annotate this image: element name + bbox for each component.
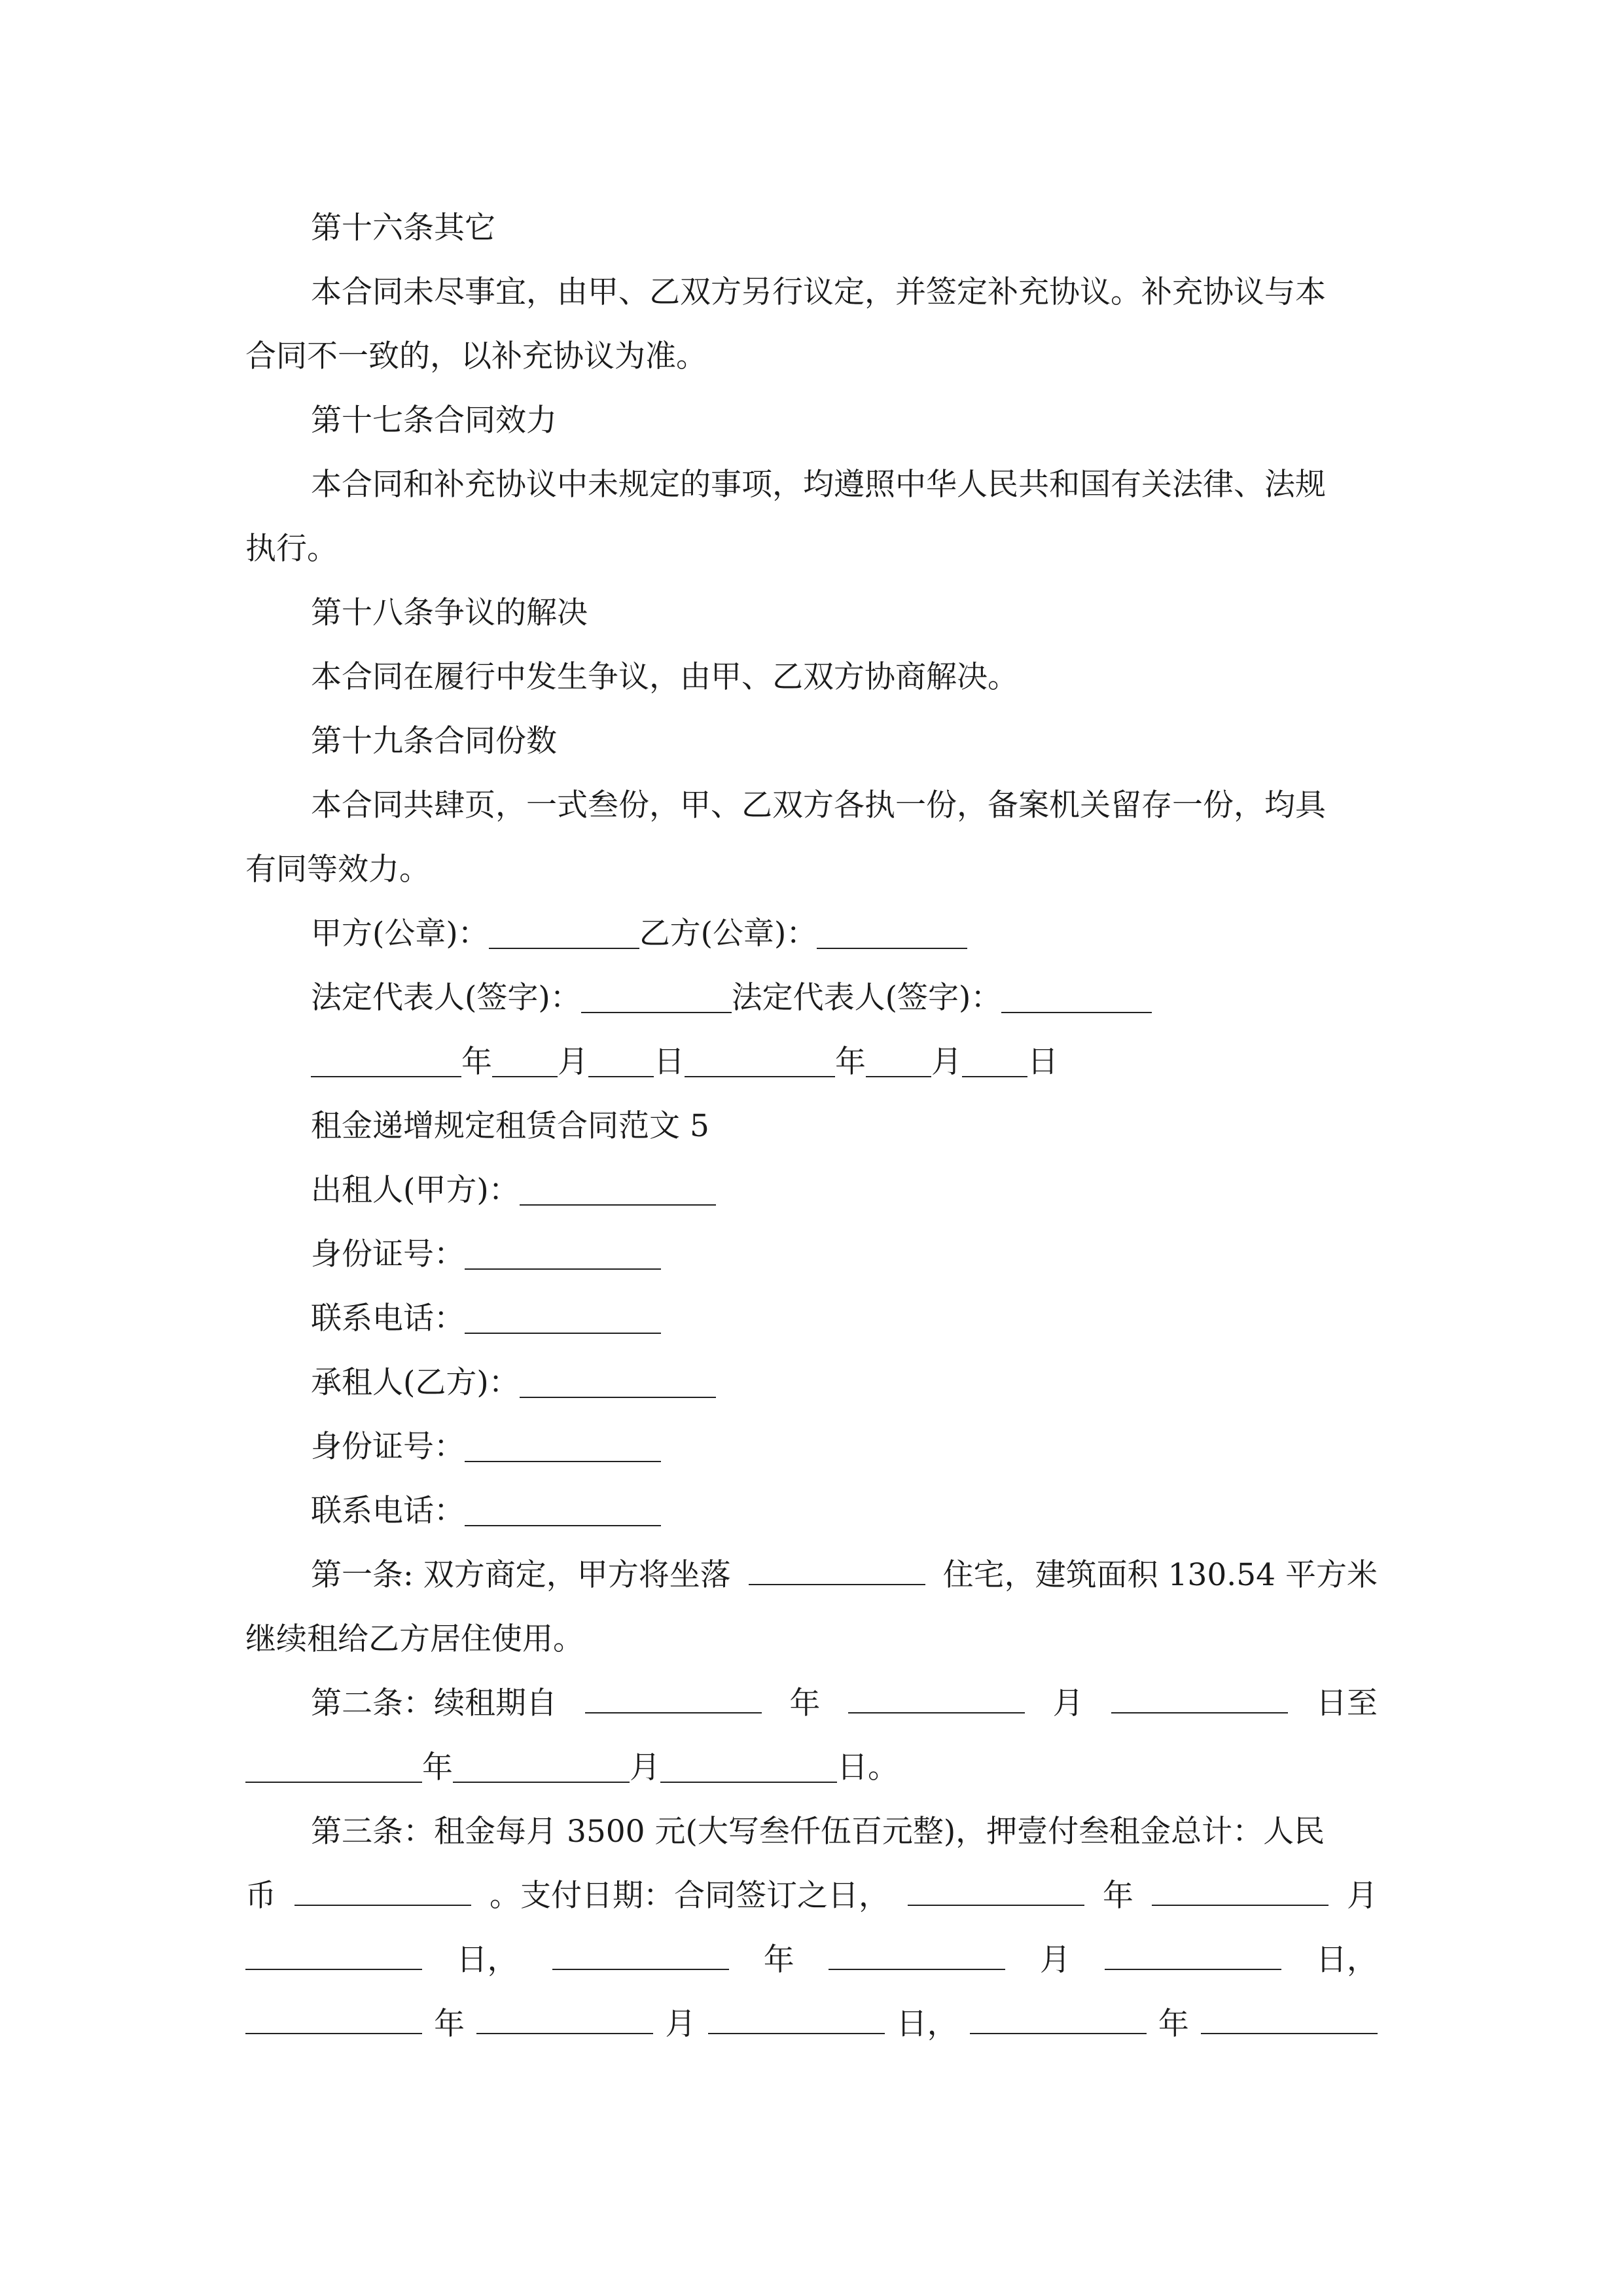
month-a-blank[interactable] [492, 1045, 558, 1077]
lease-end-day-blank[interactable] [660, 1751, 837, 1783]
pay4-month-blank[interactable] [1201, 2002, 1378, 2034]
day-a-blank[interactable] [588, 1045, 654, 1077]
pay2-day-blank[interactable] [1105, 1938, 1281, 1970]
art17-body-line1: 本合同和补充协议中未规定的事项，均遵照中华人民共和国有关法律、法规 [311, 467, 1326, 503]
year-a-blank[interactable] [311, 1045, 461, 1077]
pay2-month-blank[interactable] [829, 1938, 1005, 1970]
lease-end-year-blank[interactable] [245, 1751, 422, 1783]
clause1-line2: 继续租给乙方居住使用。 [245, 1621, 584, 1657]
art19-title: 第十九条合同份数 [311, 723, 557, 759]
day-b-blank[interactable] [962, 1045, 1027, 1077]
lease-start-day-blank[interactable] [1111, 1681, 1288, 1713]
signature-date-line: 年 月 日 年 月 日 [311, 1030, 1378, 1094]
lease-end-month-blank[interactable] [453, 1751, 630, 1783]
lessor-phone-line: 联系电话： [311, 1287, 1378, 1351]
month-b-blank[interactable] [866, 1045, 931, 1077]
pay3-month-blank[interactable] [476, 2002, 653, 2034]
art16-title: 第十六条其它 [311, 210, 495, 246]
clause2-line1: 第二条：续租期自 年 月 日至 [311, 1672, 1378, 1736]
lessor-line: 出租人(甲方)： [311, 1158, 1378, 1223]
lessor-phone-blank[interactable] [465, 1302, 661, 1334]
clause3-line2: 币 。支付日期：合同签订之日， 年 月 [245, 1864, 1378, 1928]
pay4-year-blank[interactable] [970, 2002, 1147, 2034]
party-b-seal-blank[interactable] [817, 917, 967, 949]
lessee-blank[interactable] [520, 1366, 716, 1398]
art18-body: 本合同在履行中发生争议，由甲、乙双方协商解决。 [311, 659, 1018, 695]
sample5-title: 租金递增规定租赁合同范文 5 [311, 1108, 709, 1144]
lessor-blank[interactable] [520, 1174, 716, 1206]
pay2-year-blank[interactable] [552, 1938, 729, 1970]
clause2-line2: 年 月 日。 [245, 1736, 1378, 1800]
art17-title: 第十七条合同效力 [311, 403, 557, 439]
lessor-id-line: 身份证号： [311, 1223, 1378, 1287]
clause3-line3: 日， 年 月 日， [245, 1928, 1378, 1992]
art19-body-line2: 有同等效力。 [245, 852, 430, 888]
lessee-line: 承租人(乙方)： [311, 1351, 1378, 1415]
clause3-line1: 第三条：租金每月 3500 元(大写叁仟伍百元整)，押壹付叁租金总计：人民 [311, 1814, 1325, 1850]
pay1-day-blank[interactable] [245, 1938, 422, 1970]
lease-start-month-blank[interactable] [848, 1681, 1025, 1713]
art16-body-line2: 合同不一致的，以补充协议为准。 [245, 338, 707, 374]
art16-body-line1: 本合同未尽事宜，由甲、乙双方另行议定，并签定补充协议。补充协议与本 [311, 274, 1326, 310]
pay1-month-blank[interactable] [1152, 1874, 1329, 1906]
lessor-id-blank[interactable] [465, 1238, 661, 1270]
rep-b-sign-blank[interactable] [1001, 981, 1152, 1013]
year-b-blank[interactable] [685, 1045, 835, 1077]
signature-party-line: 甲方(公章)： 乙方(公章)： [311, 902, 1378, 966]
art19-body-line1: 本合同共肆页，一式叁份，甲、乙双方各执一份，备案机关留存一份，均具 [311, 787, 1326, 823]
pay1-year-blank[interactable] [908, 1874, 1084, 1906]
rep-a-sign-blank[interactable] [581, 981, 732, 1013]
pay3-year-blank[interactable] [245, 2002, 422, 2034]
lessee-id-blank[interactable] [465, 1430, 661, 1462]
total-rent-blank[interactable] [294, 1874, 471, 1906]
party-a-seal-blank[interactable] [489, 917, 639, 949]
art18-title: 第十八条争议的解决 [311, 595, 588, 631]
property-location-blank[interactable] [749, 1553, 925, 1585]
clause1-line1: 第一条: 双方商定，甲方将坐落 住宅，建筑面积 130.54 平方米 [311, 1543, 1378, 1607]
art17-body-line2: 执行。 [245, 531, 338, 567]
pay3-day-blank[interactable] [708, 2002, 885, 2034]
lessee-phone-blank[interactable] [465, 1494, 661, 1526]
lessee-id-line: 身份证号： [311, 1415, 1378, 1479]
signature-rep-line: 法定代表人(签字)： 法定代表人(签字)： [311, 966, 1378, 1030]
lessee-phone-line: 联系电话： [311, 1479, 1378, 1543]
clause3-line4: 年 月 日， 年 [245, 1992, 1378, 2056]
lease-start-year-blank[interactable] [585, 1681, 762, 1713]
